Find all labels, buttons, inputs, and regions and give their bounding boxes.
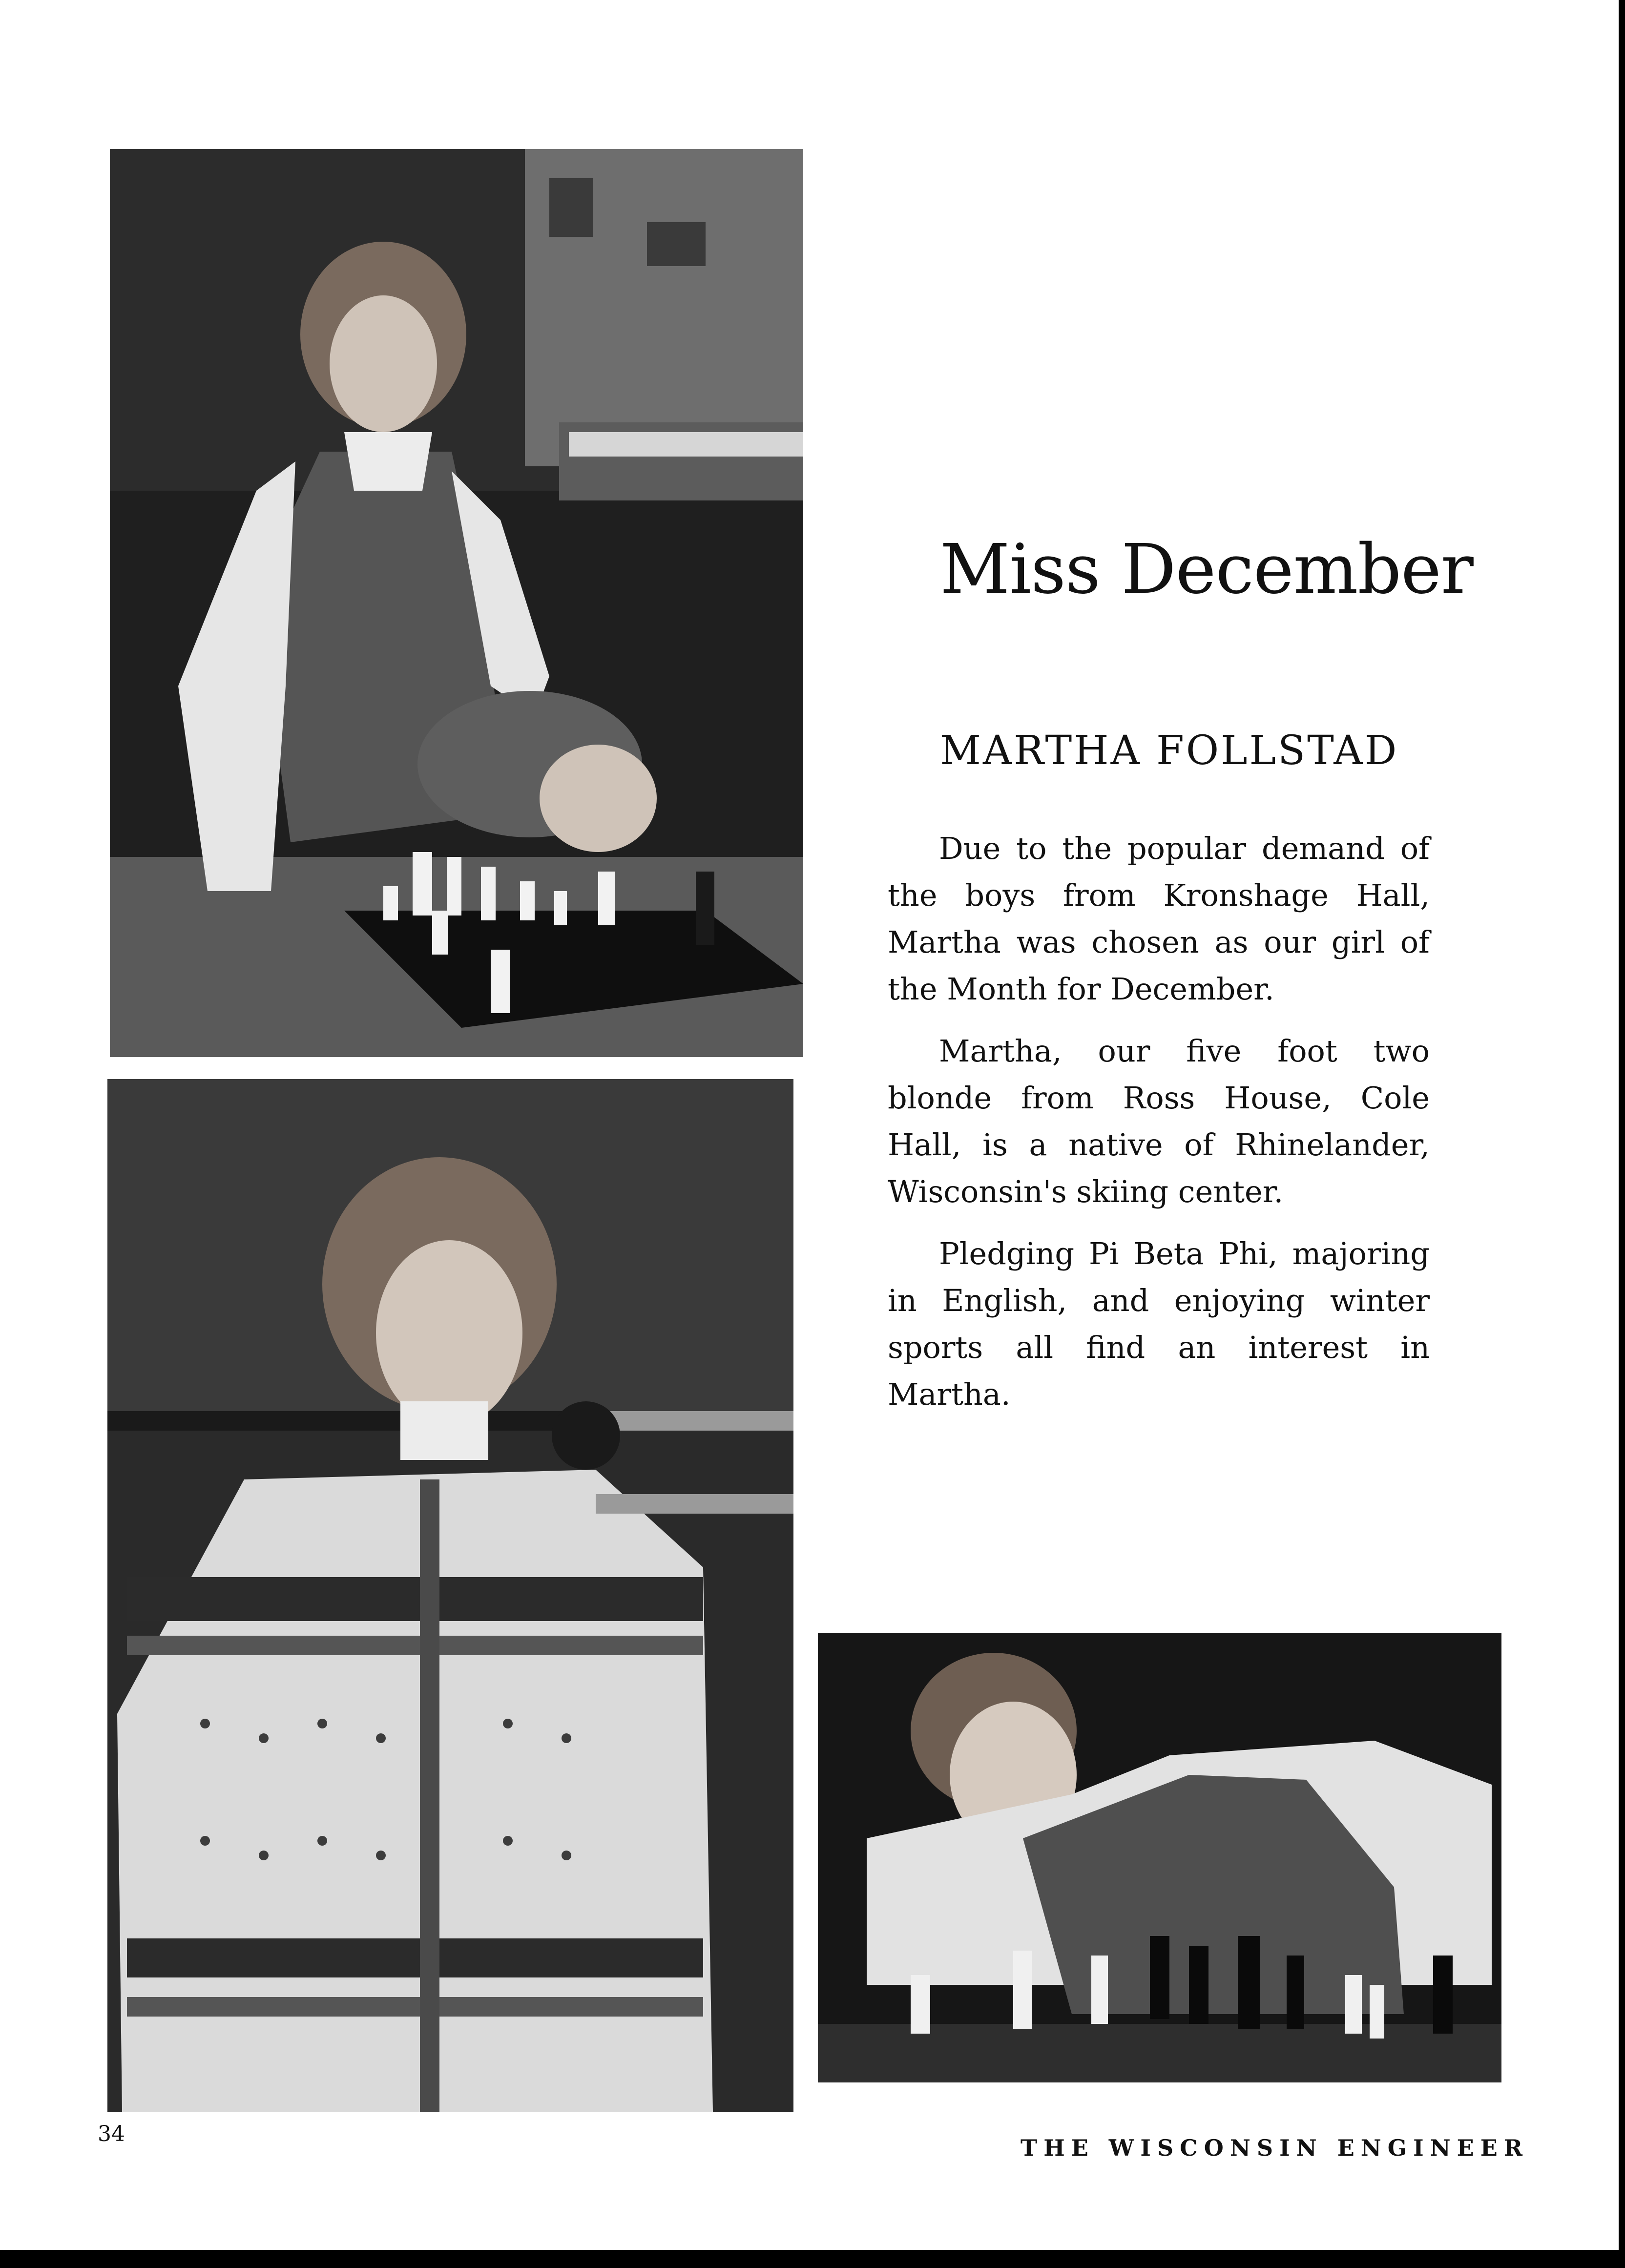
article-paragraph-3: Pledging Pi Beta Phi, majoring in English, and enjoying winter sports all find an interest in Martha. xyxy=(888,1236,1430,1412)
scan-edge-right xyxy=(1619,0,1625,2268)
photo-woman-smiling-chess xyxy=(818,1633,1501,2082)
article-paragraph-2: Martha, our five foot two blonde from Ross House, Cole Hall, is a native of Rhinelander, Wisconsin's skiing center. xyxy=(888,1033,1430,1209)
photo-woman-with-chessboard xyxy=(110,149,803,1057)
featured-name: MARTHA FOLLSTAD xyxy=(940,728,1399,774)
publication-footer: THE WISCONSIN ENGINEER xyxy=(1021,2135,1529,2161)
article-paragraph-1: Due to the popular demand of the boys from Kronshage Hall, Martha was chosen as our girl of the Month for December. xyxy=(888,831,1430,1007)
scan-edge-bottom xyxy=(0,2250,1625,2268)
article-title: Miss December xyxy=(940,530,1473,609)
page-number: 34 xyxy=(98,2122,125,2146)
photo-woman-in-sweater xyxy=(107,1079,793,2112)
